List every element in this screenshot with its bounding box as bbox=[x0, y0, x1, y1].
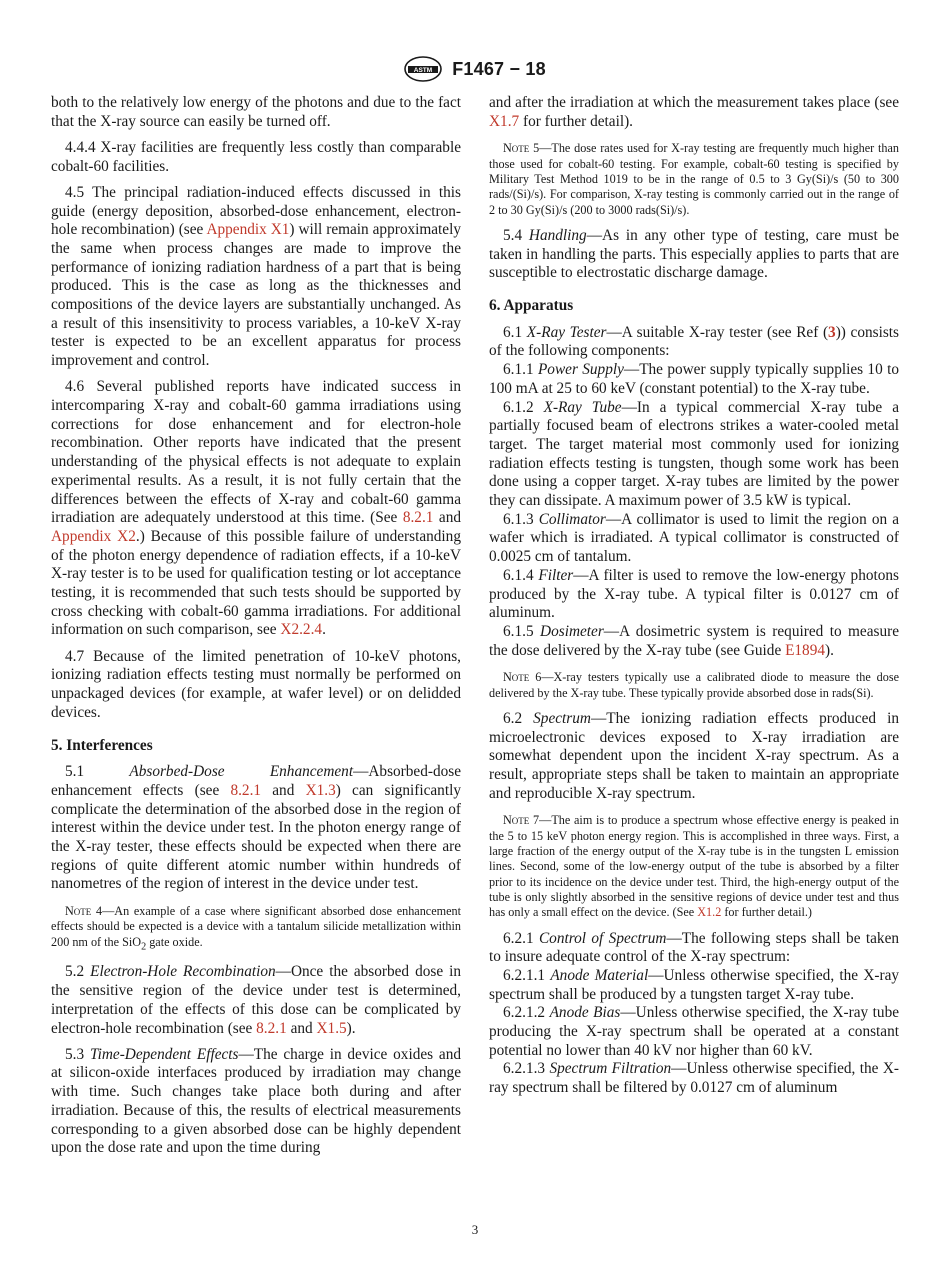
svg-text:ASTM: ASTM bbox=[413, 67, 433, 75]
link-x1-2[interactable]: X1.2 bbox=[697, 905, 722, 920]
paragraph-6-2: 6.2 Spectrum—The ionizing radiation effects produced in microelectronic devices exposed to X-ray irradiation are somewhat dependent upon the incident X-ray spectrum. As a result, appropriate steps shall be taken to maintain an appropriate and reproducible X-ray spectrum. bbox=[489, 709, 899, 802]
paragraph-6-1-3: 6.1.3 Collimator—A collimator is used to limit the region on a wafer which is irradiated. A typical collimator is constructed of 0.0025 cm of tantalum. bbox=[489, 510, 899, 566]
paragraph-5-4: 5.4 Handling—As in any other type of testing, care must be taken in handling the parts. This especially applies to parts that are susceptible to electrostatic discharge damage. bbox=[489, 226, 899, 282]
link-x1-3[interactable]: X1.3 bbox=[305, 781, 336, 799]
reference-3-link[interactable]: 3 bbox=[828, 323, 836, 341]
link-x2-2-4[interactable]: X2.2.4 bbox=[280, 621, 323, 639]
page-header bbox=[0, 56, 950, 82]
section-heading-apparatus: 6. Apparatus bbox=[489, 297, 574, 314]
paragraph-6-2-1-1: 6.2.1.1 Anode Material—Unless otherwise specified, the X-ray spectrum shall be produced by a tungsten target X-ray tube. bbox=[489, 966, 900, 1003]
paragraph-4-5: 4.5 The principal radiation-induced effects discussed in this guide (energy deposition, absorbed-dose enhancement, electron-hole recombination) (see Appendix X1) will remain approximately the same when process changes are made to improve the performance of ionizing radiation hardness of a part that is being produced. This is the case as long as the thicknesses and compositions of the device layers are substantially unchanged. As a result of this insensitivity to process variables, a 10-keV X-ray tester is expected to be an excellent apparatus for process improvement and control. bbox=[51, 183, 461, 370]
section-heading-interferences: 5. Interferences bbox=[51, 736, 153, 754]
note-6: Note 6—X-ray testers typically use a calibrated diode to measure the dose delivered by the X-ray tube. These typically provide absorbed dose in rads(Si). bbox=[489, 670, 899, 700]
page-number: 3 bbox=[471, 1222, 479, 1237]
paragraph-6-1-4: 6.1.4 Filter—A filter is used to remove the low-energy photons produced by the X-ray tube. A typical filter is 0.0127 cm of aluminum. bbox=[489, 566, 900, 622]
left-column bbox=[51, 94, 461, 1158]
paragraph-5-1: 5.1 Absorbed-Dose Enhancement—Absorbed-dose enhancement effects (see 8.2.1 and X1.3) can significantly complicate the determination of the absorbed dose in the region of interest within the device under test. In the photon energy range of the X-ray tester, these effects should be expected when there are regions of quite different atomic number within hundreds of nanometres of the region of interest in the device under test. bbox=[51, 763, 461, 893]
paragraph-6-2-1-2: 6.2.1.2 Anode Bias—Unless otherwise specified, the X-ray tube producing the X-ray spectrum shall be operated at a constant potential no lower than 40 kV nor higher than 60 kV. bbox=[489, 1004, 900, 1059]
link-e1894[interactable]: E1894 bbox=[785, 641, 826, 659]
paragraph-4-4-4: 4.4.4 X-ray facilities are frequently less costly than comparable cobalt-60 facilities. bbox=[51, 138, 461, 175]
astm-logo-icon bbox=[404, 56, 442, 82]
paragraph-continuation: both to the relatively low energy of the photons and due to the fact that the X-ray source can easily be turned off. bbox=[51, 94, 461, 130]
note-5: Note 5—The dose rates used for X-ray testing are frequently much higher than those used for cobalt-60 testing. For example, cobalt-60 testing is specified by Military Test Method 1019 to be in the range of 0.5 to 3 Gy(Si)/s (50 to 300 rads/(Si)/s). For comparison, X-ray testing is commonly carried out in the range of 2 to 30 Gy(Si)/s (200 to 3000 rads(Si)/s). bbox=[489, 141, 900, 217]
paragraph-5-3: 5.3 Time-Dependent Effects—The charge in device oxides and at silicon-oxide interfaces produced by irradiation may change with time. Such changes take place both during and after irradiation. Because of this, the results of electrical measurements corresponding to a given absorbed dose can be highly dependent upon the dose rate and upon the time during bbox=[51, 1045, 461, 1157]
note-7: Note 7—The aim is to produce a spectrum whose effective energy is peaked in the 5 to 15 keV photon energy region. This is accomplished in three ways. First, a large fraction of the energy output of the X-ray tube is in the tungsten L emission lines. Second, some of the low-energy output of the tube is absorbed by a filter prior to its incidence on the device under test. Third, the high-energy output of the tube is only slightly absorbed in the sensitive regions of device under test and thus has only a small effect on the device. (See X1.2 for further detail.) bbox=[489, 813, 900, 920]
paragraph-5-2: 5.2 Electron-Hole Recombination—Once the absorbed dose in the sensitive region of the device under test is determined, interpretation of the effects of this dose can be complicated by electron-hole recombination (see 8.2.1 and X1.5). bbox=[51, 963, 461, 1037]
link-8-2-1[interactable]: 8.2.1 bbox=[230, 781, 262, 799]
paragraph-6-2-1: 6.2.1 Control of Spectrum—The following steps shall be taken to insure adequate control of the X-ray spectrum: bbox=[489, 929, 900, 966]
paragraph-4-7: 4.7 Because of the limited penetration of 10-keV photons, ionizing radiation effects testing must normally be performed on unpackaged devices (for example, at wafer level) or on delidded devices. bbox=[51, 647, 461, 721]
link-x1-7[interactable]: X1.7 bbox=[489, 112, 520, 130]
link-appendix-x2[interactable]: Appendix X2 bbox=[51, 527, 136, 545]
link-x1-5[interactable]: X1.5 bbox=[316, 1019, 347, 1037]
paragraph-6-1-2: 6.1.2 X-Ray Tube—In a typical commercial X-ray tube a partially focused beam of electrons strikes a water-cooled metal target. The target material most commonly used for ionizing radiation effects testing is tungsten, though some work has been done using a copper target. X-ray tubes are limited by the power they can dissipate. A maximum power of 3.5 kW is typical. bbox=[489, 398, 899, 510]
paragraph-6-1-5: 6.1.5 Dosimeter—A dosimetric system is required to measure the dose delivered by the X-ray tube (see Guide E1894). bbox=[489, 622, 899, 659]
paragraph-4-6: 4.6 Several published reports have indicated success in intercomparing X-ray and cobalt-60 gamma irradiations using corrections for dose enhancement and for electron-hole recombination. Other reports have indicated that the present understanding of the physical effects is not adequate to explain experimental results. As a result, it is not fully certain that the differences between the effects of X-ray and cobalt-60 gamma irradiation are adequately understood at this time. (See 8.2.1 and Appendix X2.) Because of this possible failure of understanding of the photon energy dependence of radiation effects, if a 10-keV X-ray tester is to be used for qualification testing or lot acceptance testing, it is recommended that such tests should be supported by cross checking with cobalt-60 gamma irradiations. For additional information on such comparison, see X2.2.4. bbox=[51, 378, 461, 639]
link-8-2-1[interactable]: 8.2.1 bbox=[256, 1019, 287, 1037]
right-column bbox=[489, 94, 899, 1098]
note-4: Note 4—An example of a case where significant absorbed dose enhancement effects should be expected is a device with a tantalum silicide metallization within 200 nm of the SiO$_2$ gate oxide. bbox=[51, 904, 461, 953]
paragraph-6-1: 6.1 X-Ray Tester—A suitable X-ray tester (see Ref (3)) consists of the following components: bbox=[489, 323, 899, 360]
paragraph-continuation: and after the irradiation at which the measurement takes place (see X1.7 for further detail). bbox=[489, 94, 899, 130]
link-8-2-1[interactable]: 8.2.1 bbox=[402, 509, 434, 527]
paragraph-6-1-1: 6.1.1 Power Supply—The power supply typically supplies 10 to 100 mA at 25 to 60 keV (constant potential) to the X-ray tube. bbox=[489, 361, 899, 397]
document-id: F1467 − 18 bbox=[452, 58, 546, 79]
paragraph-6-2-1-3: 6.2.1.3 Spectrum Filtration—Unless otherwise specified, the X-ray spectrum shall be filtered by 0.0127 cm of aluminum bbox=[489, 1060, 900, 1097]
link-appendix-x1[interactable]: Appendix X1 bbox=[206, 221, 290, 239]
